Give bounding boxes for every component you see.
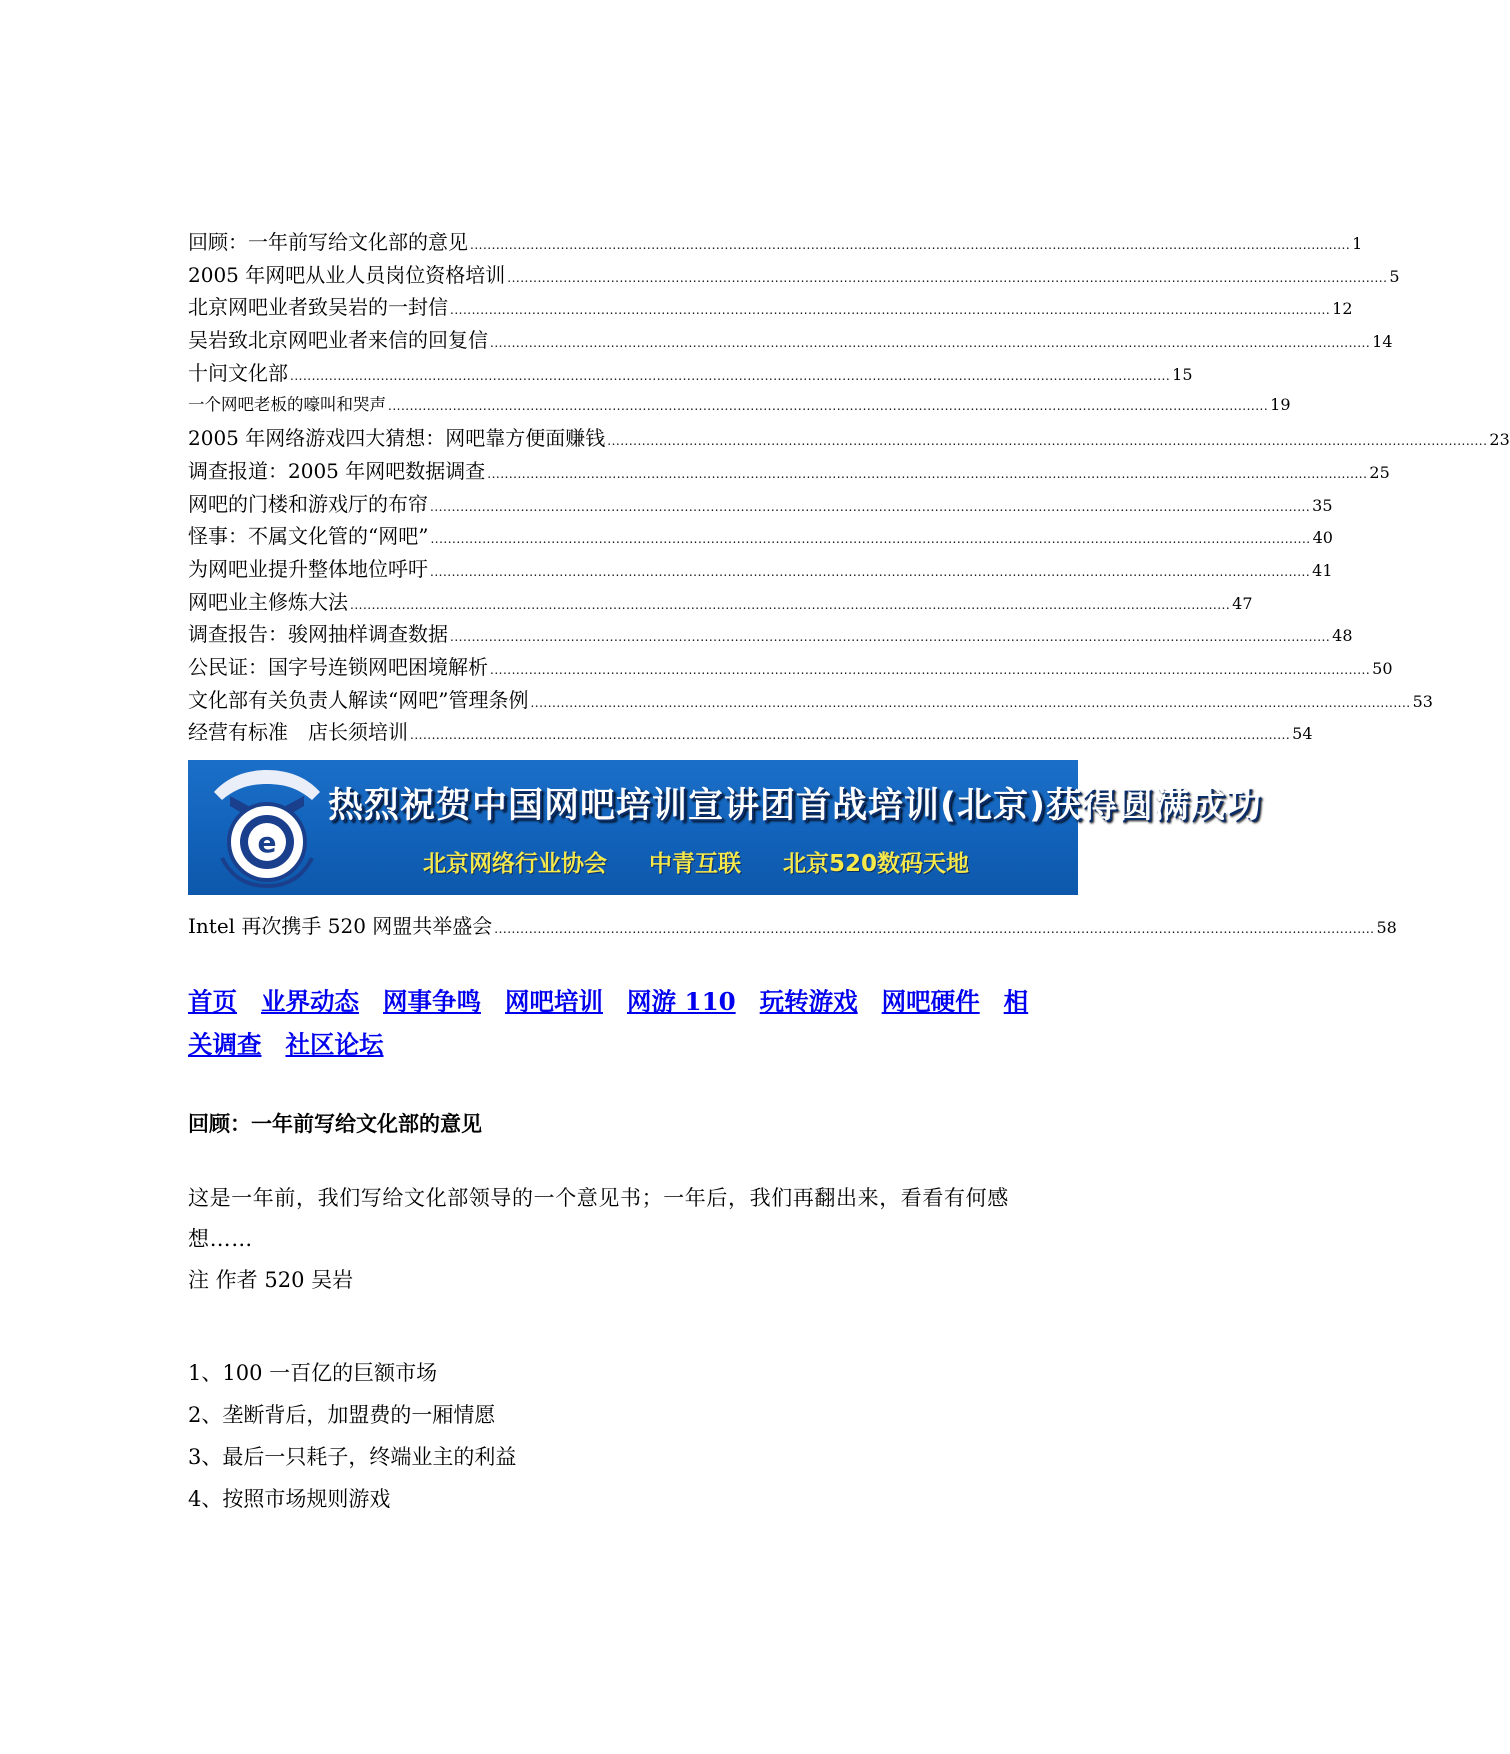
article-outline	[188, 1352, 516, 1520]
article-intro: 这是一年前，我们写给文化部领导的一个意见书；一年后，我们再翻出来，看看有何感想……	[188, 1186, 1009, 1251]
outline-item: 3、最后一只耗子，终端业主的利益	[188, 1445, 517, 1469]
nav-link-forum[interactable]: 社区论坛	[285, 1030, 384, 1059]
sponsor-name: 北京520数码天地	[783, 851, 970, 877]
toc-entry-page: 12	[1332, 299, 1353, 319]
toc-entry-title: 回顾：一年前写给文化部的意见	[188, 230, 468, 254]
toc-entry-title: 公民证：国字号连锁网吧困境解析	[188, 654, 488, 679]
toc-entry[interactable]	[188, 910, 1397, 943]
toc-entry-page: 23	[1489, 430, 1510, 450]
table-of-contents-continued	[188, 910, 1397, 943]
article-author-note: 注 作者 520 吴岩	[188, 1268, 354, 1292]
article-heading: 回顾：一年前写给文化部的意见	[188, 1111, 482, 1136]
banner-sponsors	[423, 845, 1003, 878]
toc-entry[interactable]	[188, 291, 1353, 324]
toc-leader-dots	[487, 458, 1367, 491]
toc-entry[interactable]	[188, 259, 1400, 292]
banner-title: 热烈祝贺中国网吧培训宣讲团首战培训(北京)获得圆满成功	[328, 786, 1262, 826]
toc-leader-dots	[430, 491, 1310, 524]
toc-leader-dots	[490, 327, 1370, 360]
nav-link-industry-news[interactable]: 业界动态	[261, 987, 359, 1016]
toc-entry-title: 十问文化部	[188, 360, 288, 385]
nav-link-debate[interactable]: 网事争鸣	[383, 987, 481, 1016]
toc-entry-title: 吴岩致北京网吧业者来信的回复信	[188, 328, 488, 353]
toc-entry[interactable]	[188, 488, 1333, 521]
toc-leader-dots	[470, 229, 1350, 262]
toc-entry-title: 网吧的门楼和游戏厅的布帘	[188, 491, 428, 516]
toc-entry[interactable]	[188, 357, 1193, 390]
toc-leader-dots	[494, 913, 1374, 946]
association-emblem-icon	[208, 766, 326, 888]
toc-entry-page: 19	[1270, 395, 1291, 415]
toc-entry-title: 调查报告：骏网抽样调查数据	[188, 622, 448, 647]
toc-entry-title: 2005 年网络游戏四大猜想：网吧靠方便面赚钱	[188, 426, 606, 451]
svg-text:e: e	[257, 826, 277, 859]
toc-entry-page: 50	[1372, 658, 1393, 678]
toc-leader-dots	[450, 621, 1330, 654]
toc-leader-dots	[410, 719, 1290, 752]
nav-link-games[interactable]: 玩转游戏	[759, 987, 858, 1016]
toc-entry[interactable]	[188, 586, 1253, 619]
toc-entry[interactable]	[188, 553, 1333, 586]
sponsor-name: 北京网络行业协会	[423, 851, 607, 877]
table-of-contents	[188, 226, 1510, 749]
toc-entry-title: 经营有标准 店长须培训	[188, 720, 408, 745]
toc-entry[interactable]	[188, 684, 1433, 717]
toc-leader-dots	[490, 654, 1370, 687]
toc-entry-page: 14	[1372, 332, 1393, 352]
toc-leader-dots	[290, 360, 1170, 393]
toc-leader-dots	[388, 390, 1268, 423]
toc-entry-title: 怪事：不属文化管的“网吧”	[188, 524, 429, 549]
toc-entry[interactable]	[188, 520, 1333, 553]
nav-link-hardware[interactable]: 网吧硬件	[881, 987, 980, 1016]
toc-leader-dots	[430, 556, 1310, 589]
toc-entry-page: 5	[1389, 266, 1400, 286]
toc-entry-title: Intel 再次携手 520 网盟共举盛会	[188, 914, 493, 938]
toc-entry-title: 2005 年网吧从业人员岗位资格培训	[188, 262, 506, 287]
toc-entry-page: 48	[1332, 626, 1353, 646]
toc-leader-dots	[530, 687, 1410, 720]
toc-leader-dots	[607, 425, 1487, 458]
toc-entry-title: 一个网吧老板的嚎叫和哭声	[188, 395, 386, 415]
toc-entry[interactable]	[188, 324, 1393, 357]
toc-entry-page: 25	[1369, 462, 1390, 482]
toc-entry[interactable]	[188, 389, 1291, 422]
toc-entry-page: 41	[1312, 560, 1333, 580]
sponsor-name: 中青互联	[649, 851, 742, 877]
congratulations-banner	[188, 760, 1262, 895]
toc-entry-title: 北京网吧业者致吴岩的一封信	[188, 295, 448, 320]
toc-entry[interactable]	[188, 455, 1390, 488]
toc-entry-page: 58	[1376, 918, 1397, 937]
toc-entry-page: 1	[1352, 234, 1363, 253]
toc-entry-title: 文化部有关负责人解读“网吧”管理条例	[188, 687, 529, 712]
toc-entry-page: 40	[1312, 528, 1333, 548]
toc-leader-dots	[430, 523, 1310, 556]
site-navigation	[188, 980, 1058, 1066]
nav-link-game-110[interactable]: 网游 110	[627, 987, 736, 1016]
toc-entry-page: 15	[1172, 364, 1193, 384]
toc-entry-page: 54	[1292, 724, 1313, 744]
toc-leader-dots	[507, 262, 1387, 295]
toc-entry-title: 调查报道：2005 年网吧数据调查	[188, 458, 486, 483]
toc-entry[interactable]	[188, 716, 1313, 749]
toc-entry[interactable]	[188, 226, 1363, 259]
toc-leader-dots	[350, 589, 1230, 622]
toc-entry-title: 为网吧业提升整体地位呼吁	[188, 556, 428, 581]
nav-link-survey-continued[interactable]: 关调查	[188, 1030, 262, 1059]
toc-entry-title: 网吧业主修炼大法	[188, 589, 348, 614]
toc-entry-page: 53	[1412, 691, 1433, 711]
toc-entry[interactable]	[188, 422, 1510, 455]
outline-item: 2、垄断背后，加盟费的一厢情愿	[188, 1403, 496, 1427]
nav-link-training[interactable]: 网吧培训	[505, 987, 603, 1016]
outline-item: 1、100 一百亿的巨额市场	[188, 1361, 438, 1385]
nav-link-survey[interactable]: 相	[1003, 987, 1029, 1016]
nav-link-home[interactable]: 首页	[188, 987, 237, 1016]
outline-item: 4、按照市场规则游戏	[188, 1487, 391, 1511]
toc-entry-page: 47	[1232, 593, 1253, 613]
toc-entry-page: 35	[1312, 495, 1333, 515]
toc-leader-dots	[450, 294, 1330, 327]
toc-entry[interactable]	[188, 618, 1353, 651]
toc-entry[interactable]	[188, 651, 1393, 684]
